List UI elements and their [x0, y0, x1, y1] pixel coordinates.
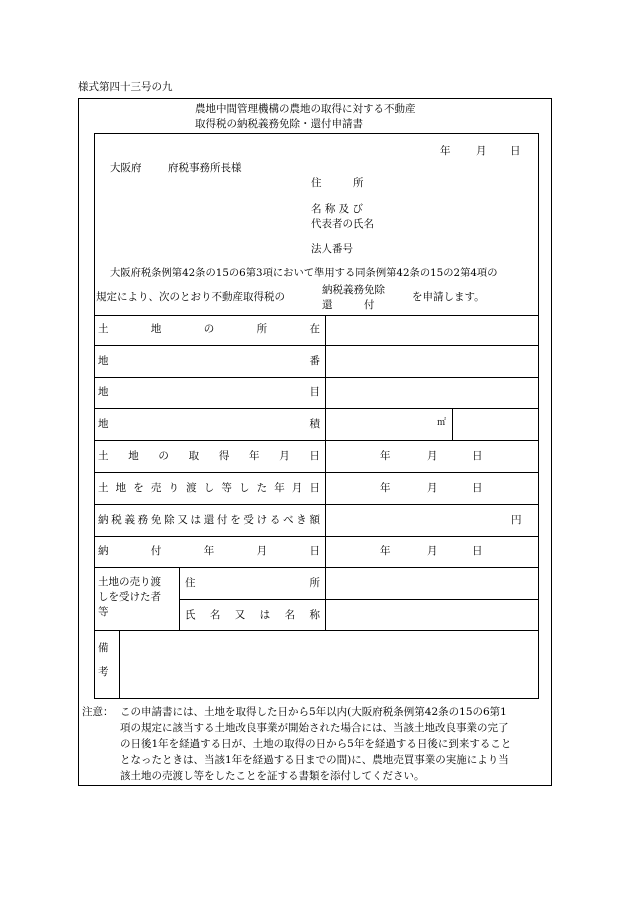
application-body-line2-end: を申請します。 — [412, 291, 485, 303]
notes-label: 注意： — [82, 706, 114, 718]
area-unit: ㎡ — [437, 418, 447, 428]
remarks-column-divider — [119, 630, 120, 699]
yen-unit: 円 — [511, 514, 522, 526]
remarks-label-1: 備 — [98, 642, 109, 654]
label-char: 土 — [98, 450, 109, 462]
table-rule — [94, 472, 539, 473]
label-char: を — [230, 514, 241, 526]
label-char: 取 — [188, 450, 200, 462]
label-char: 渡 — [186, 482, 197, 494]
table-rule-top — [94, 315, 539, 316]
label-char: 日 — [309, 545, 320, 557]
label-char: 還 — [203, 514, 215, 526]
label-char: は — [259, 609, 271, 621]
label-char: 受 — [243, 514, 254, 526]
option-exemption: 納税義務免除 — [322, 284, 385, 296]
table-column-divider — [325, 315, 326, 630]
pay-day: 日 — [472, 545, 483, 557]
label-char: 名 — [209, 609, 221, 621]
pay-month: 月 — [427, 545, 438, 557]
label-char: 等 — [221, 482, 232, 494]
label-char: き — [296, 514, 307, 526]
label-char: 地 — [98, 418, 109, 430]
table-rule — [94, 345, 539, 346]
applicant-address-label: 住 所 — [311, 177, 364, 189]
label-char: 月 — [256, 545, 268, 557]
sale-month: 月 — [427, 482, 438, 494]
table-rule — [179, 599, 539, 600]
table-rule — [94, 567, 539, 568]
recipient-prefecture: 大阪府 — [110, 162, 142, 174]
table-rule — [94, 630, 539, 631]
buyer-address-label — [185, 578, 320, 589]
label-char: 地 — [128, 450, 139, 462]
label-char: る — [269, 514, 281, 526]
label-char: 除 — [164, 514, 175, 526]
notes-line: となったときは、当該1年を経過する日までの間)に、農地売買事業の実施により当 — [120, 754, 509, 766]
recipient-office: 府税事務所長様 — [168, 162, 242, 174]
label-char: 付 — [216, 514, 228, 526]
remarks-label-2: 考 — [98, 666, 109, 678]
pay-year: 年 — [380, 545, 391, 557]
label-char: 所 — [309, 577, 320, 589]
label-char: 月 — [279, 450, 290, 462]
label-char: 氏 — [185, 609, 196, 621]
row-lot-number — [98, 356, 320, 367]
label-char: 納 — [98, 545, 109, 557]
applicant-name-label-2: 代表者の氏名 — [311, 218, 374, 230]
label-char: 所 — [256, 323, 268, 335]
table-rule — [94, 536, 539, 537]
label-char: 税 — [111, 514, 122, 526]
label-char: け — [256, 514, 268, 526]
label-char: 番 — [309, 355, 320, 367]
label-char: 地 — [115, 482, 127, 494]
application-body-line1: 大阪府税条例第42条の15の6第3項において準用する同条例第42条の15の2第4項の — [110, 267, 498, 279]
label-char: 免 — [150, 514, 162, 526]
applicant-name-label-1: 名 称 及 び — [311, 203, 364, 215]
label-char: 年 — [203, 545, 215, 557]
area-cell-divider — [452, 408, 453, 440]
row-land-area — [98, 419, 320, 430]
label-char: は — [190, 514, 202, 526]
form-number: 様式第四十三号の九 — [78, 81, 173, 93]
buyer-name-label — [185, 610, 320, 621]
notes-line: の日後1年を経過する日が、土地の取得の日から5年を経過する日後に到来すること — [120, 738, 512, 750]
acq-month: 月 — [427, 450, 438, 462]
sale-day: 日 — [472, 482, 483, 494]
label-char: 又 — [234, 609, 246, 621]
label-char: 又 — [177, 514, 188, 526]
label-char: 納 — [98, 514, 109, 526]
label-char: 付 — [150, 545, 162, 557]
label-char: り — [168, 482, 179, 494]
label-char: 住 — [185, 577, 196, 589]
row-payment-date — [98, 546, 320, 557]
label-char: 得 — [218, 450, 230, 462]
buyer-label-line3: 等 — [98, 606, 109, 618]
label-char: を — [133, 482, 144, 494]
label-char: 在 — [309, 323, 320, 335]
table-rule — [94, 504, 539, 505]
label-char: 土 — [98, 482, 109, 494]
label-char: 目 — [309, 386, 320, 398]
label-char: 地 — [150, 323, 162, 335]
label-char: 積 — [309, 418, 320, 430]
label-char: し — [239, 482, 250, 494]
label-char: た — [256, 482, 268, 494]
header-date-day: 日 — [510, 145, 521, 157]
corporate-number-label: 法人番号 — [311, 243, 353, 255]
label-char: 地 — [98, 386, 109, 398]
label-char: 地 — [98, 355, 109, 367]
label-char: し — [203, 482, 215, 494]
row-land-category — [98, 387, 320, 398]
header-date-month: 月 — [476, 145, 487, 157]
row-acquisition-date — [98, 451, 320, 462]
label-char: 日 — [309, 482, 320, 494]
label-char: 日 — [309, 450, 320, 462]
label-char: 年 — [274, 482, 285, 494]
row-exemption-amount — [98, 515, 320, 526]
label-char: の — [158, 450, 169, 462]
label-char: 務 — [137, 514, 149, 526]
row-sale-date — [98, 483, 320, 494]
buyer-label-line1: 土地の売り渡 — [98, 576, 161, 588]
form-title-line1: 農地中間管理機構の農地の取得に対する不動産 — [195, 103, 416, 115]
table-rule — [94, 377, 539, 378]
buyer-column-divider — [179, 567, 180, 630]
label-char: 土 — [98, 323, 109, 335]
application-body-line2: 規定により、次のとおり不動産取得税の — [96, 291, 285, 303]
label-char: 名 — [284, 609, 296, 621]
buyer-label-line2: しを受けた者 — [98, 591, 161, 603]
row-land-location — [98, 324, 320, 335]
acq-year: 年 — [380, 450, 391, 462]
notes-line: この申請書には、土地を取得した日から5年以内(大阪府税条例第42条の15の6第1 — [120, 706, 507, 718]
label-char: 売 — [150, 482, 162, 494]
sale-year: 年 — [380, 482, 391, 494]
notes-line: 項の規定に該当する土地改良事業が開始された場合には、当該土地改良事業の完了 — [120, 722, 509, 734]
table-rule — [94, 408, 539, 409]
label-char: べ — [283, 514, 294, 526]
header-date-year: 年 — [440, 145, 451, 157]
label-char: 称 — [309, 609, 320, 621]
label-char: 義 — [124, 514, 135, 526]
form-title-line2: 取得税の納税義務免除・還付申請書 — [195, 118, 363, 130]
option-refund: 還 付 — [322, 299, 375, 311]
notes-line: 該土地の売渡し等をしたことを証する書類を添付してください。 — [120, 770, 425, 782]
acq-day: 日 — [472, 450, 483, 462]
label-char: 額 — [309, 514, 320, 526]
label-char: の — [203, 323, 215, 335]
label-char: 月 — [291, 482, 303, 494]
table-rule — [94, 440, 539, 441]
label-char: 年 — [249, 450, 260, 462]
